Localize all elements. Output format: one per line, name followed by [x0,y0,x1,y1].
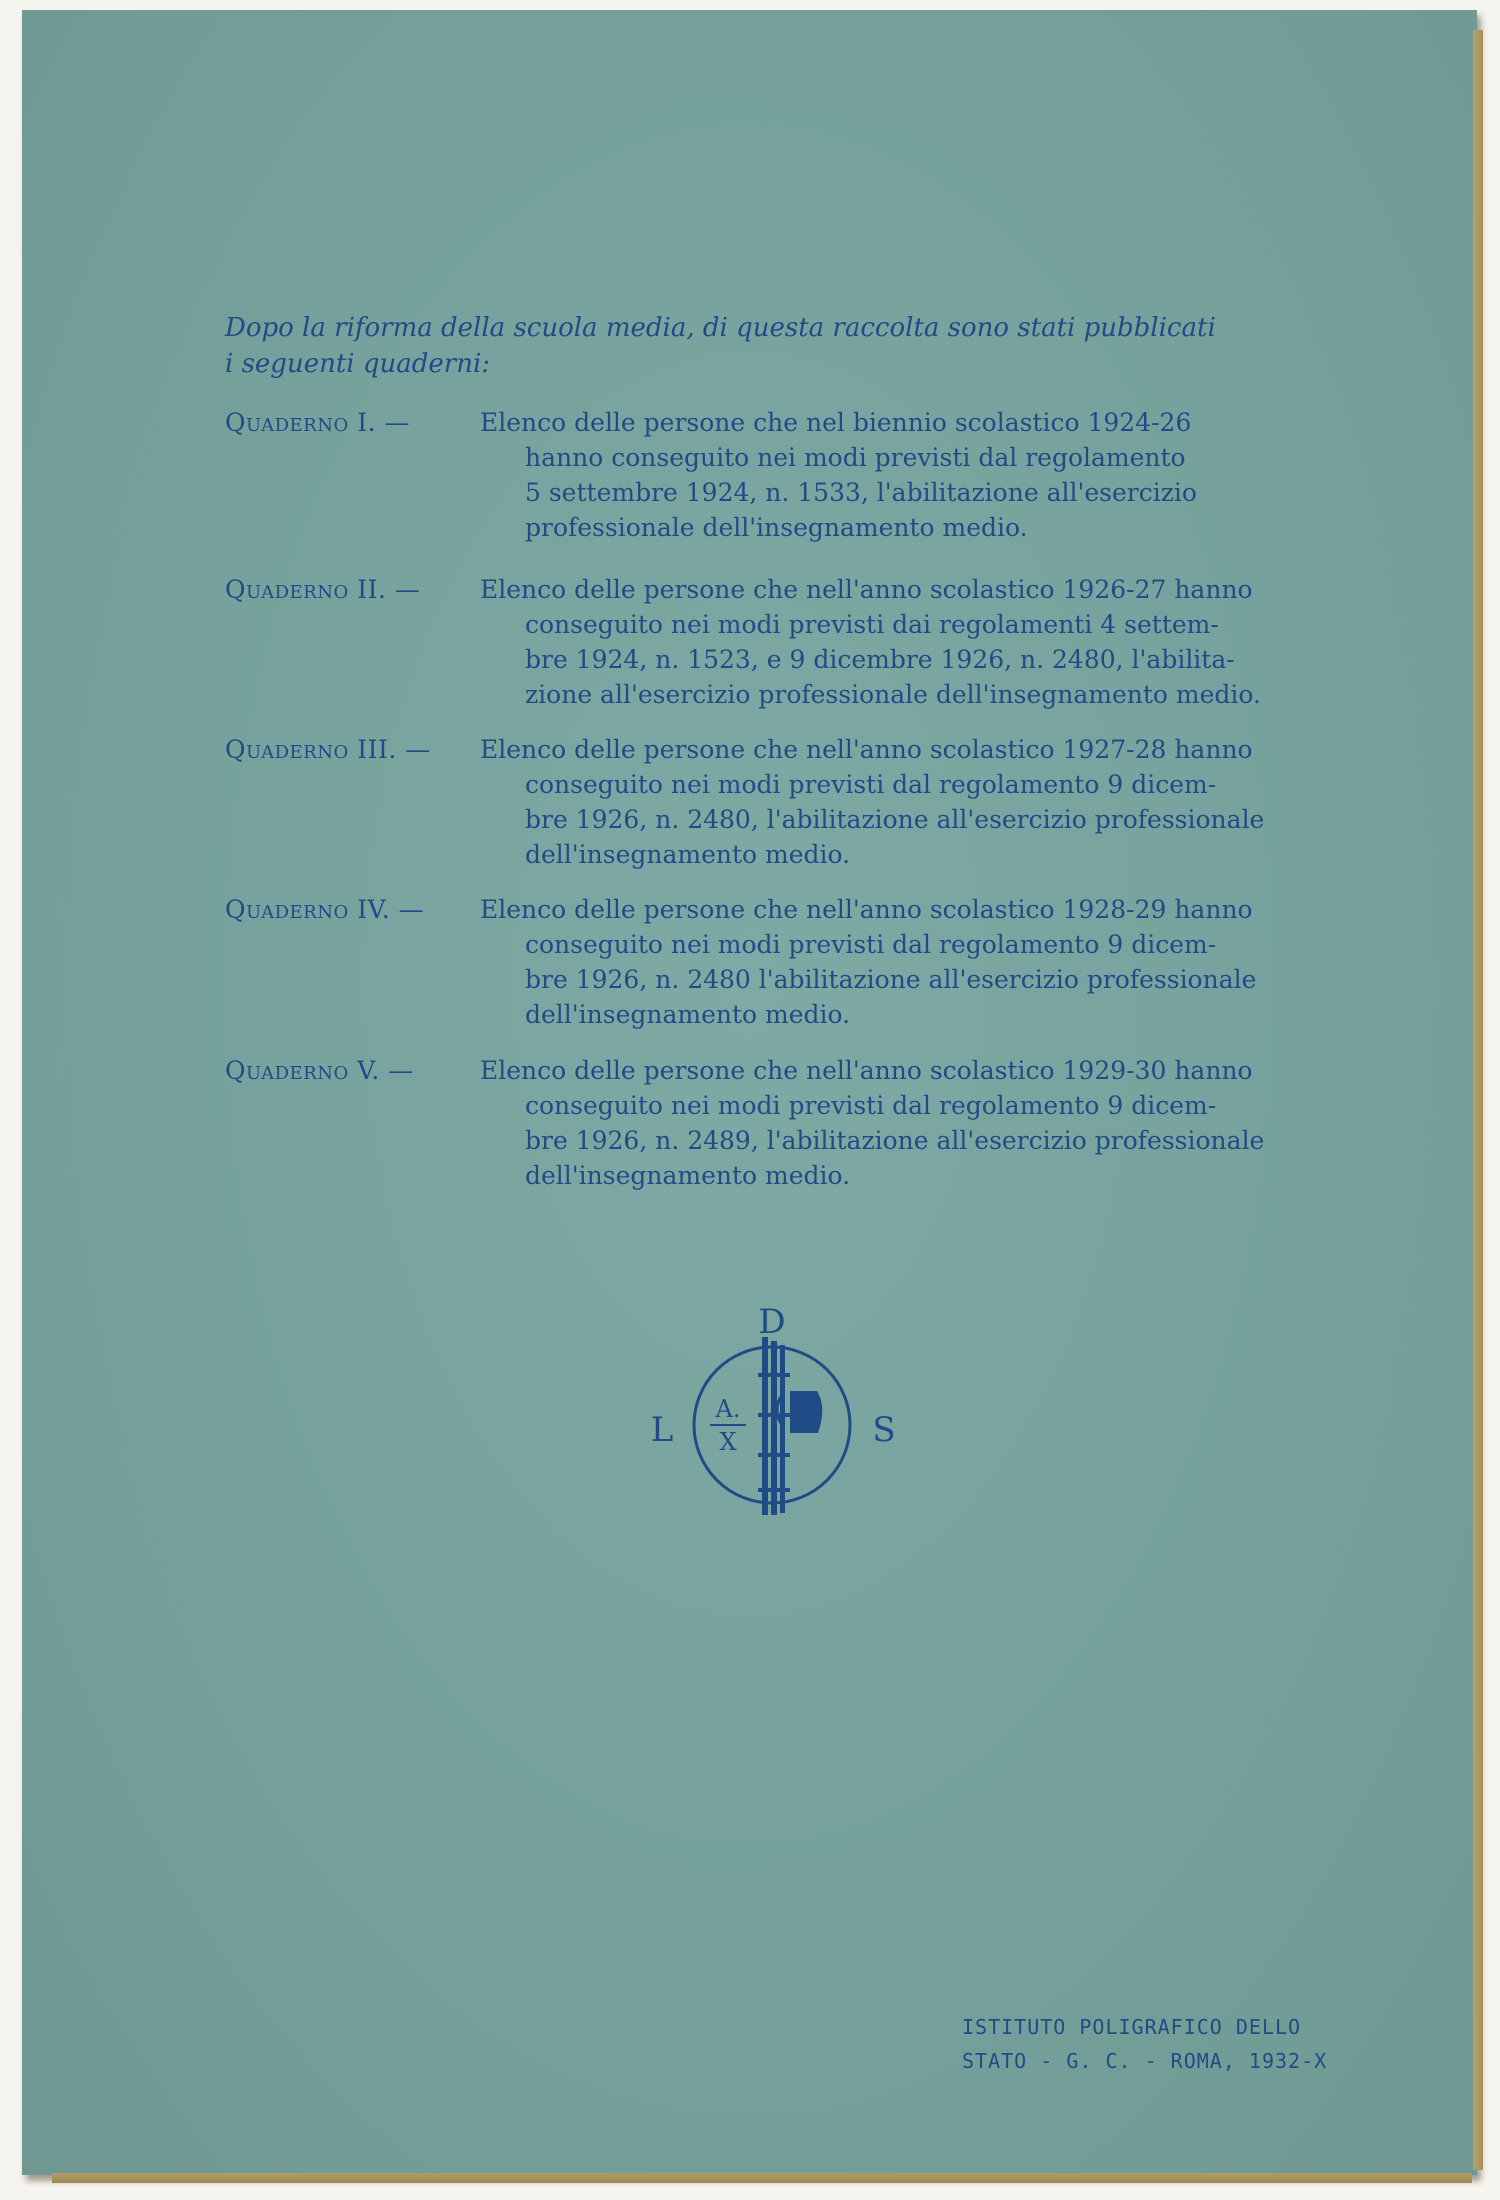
entry-line: professionale dell'insegnamento medio. [525,513,1028,542]
imprint-line-2: STATO - G. C. - ROMA, 1932-X [962,2049,1328,2073]
entry-line: Elenco delle persone che nell'anno scolastico 1927-28 hanno [480,735,1253,764]
entry-line: 5 settembre 1924, n. 1533, l'abilitazione all'esercizio [525,478,1197,507]
entry-line: Elenco delle persone che nell'anno scolastico 1929-30 hanno [480,1056,1253,1085]
entry-line: bre 1926, n. 2480 l'abilitazione all'esercizio professionale [525,965,1257,994]
entry-line: zione all'esercizio professionale dell'insegnamento medio. [525,680,1261,709]
entry-line: conseguito nei modi previsti dal regolamento 9 dicem- [525,770,1217,799]
entry-line: conseguito nei modi previsti dai regolamenti 4 settem- [525,610,1219,639]
page-edge-bottom [52,2173,1472,2183]
fasces-icon [758,1337,822,1515]
quaderno-label: Quaderno V. — [225,1056,414,1085]
entry-line: dell'insegnamento medio. [525,1161,851,1190]
logo-fraction-bottom: X [719,1428,737,1456]
quaderno-entry-4 [225,892,1325,1032]
intro-paragraph [225,310,1325,382]
entry-line: dell'insegnamento medio. [525,840,851,869]
entry-line: dell'insegnamento medio. [525,1000,851,1029]
logo-letter-top: D [758,1302,786,1342]
quaderno-entry-5 [225,1053,1325,1193]
entry-line: conseguito nei modi previsti dal regolamento 9 dicem- [525,1091,1217,1120]
logo-fraction-top: A. [715,1395,741,1423]
quaderno-entry-1 [225,405,1325,545]
imprint-line-1: ISTITUTO POLIGRAFICO DELLO [962,2015,1302,2039]
quaderno-entry-3 [225,732,1325,872]
quaderno-label: Quaderno I. — [225,408,410,437]
page-edge-right [1473,30,1483,2170]
entry-line: bre 1924, n. 1523, e 9 dicembre 1926, n. 2480, l'abilita- [525,645,1235,674]
printer-imprint [962,2010,1327,2078]
entry-line: conseguito nei modi previsti dal regolamento 9 dicem- [525,930,1217,959]
entry-line: Elenco delle persone che nel biennio scolastico 1924-26 [480,408,1192,437]
intro-line-1: Dopo la riforma della scuola media, di questa raccolta sono stati pubblicati [225,313,1216,343]
entry-line: Elenco delle persone che nell'anno scolastico 1928-29 hanno [480,895,1253,924]
back-cover-page [22,10,1477,2175]
logo-letter-left: L [650,1410,674,1450]
entry-line: bre 1926, n. 2489, l'abilitazione all'esercizio professionale [525,1126,1265,1155]
entry-line: bre 1926, n. 2480, l'abilitazione all'esercizio professionale [525,805,1265,834]
quaderno-label: Quaderno III. — [225,735,431,764]
quaderno-label: Quaderno II. — [225,575,421,604]
quaderno-label: Quaderno IV. — [225,895,425,924]
entry-line: hanno conseguito nei modi previsti dal regolamento [525,443,1186,472]
entry-line: Elenco delle persone che nell'anno scolastico 1926-27 hanno [480,575,1253,604]
intro-line-2: i seguenti quaderni: [225,349,491,379]
quaderno-entry-2 [225,572,1325,712]
logo-letter-right: S [872,1410,896,1450]
fasces-emblem-icon [622,1295,922,1535]
